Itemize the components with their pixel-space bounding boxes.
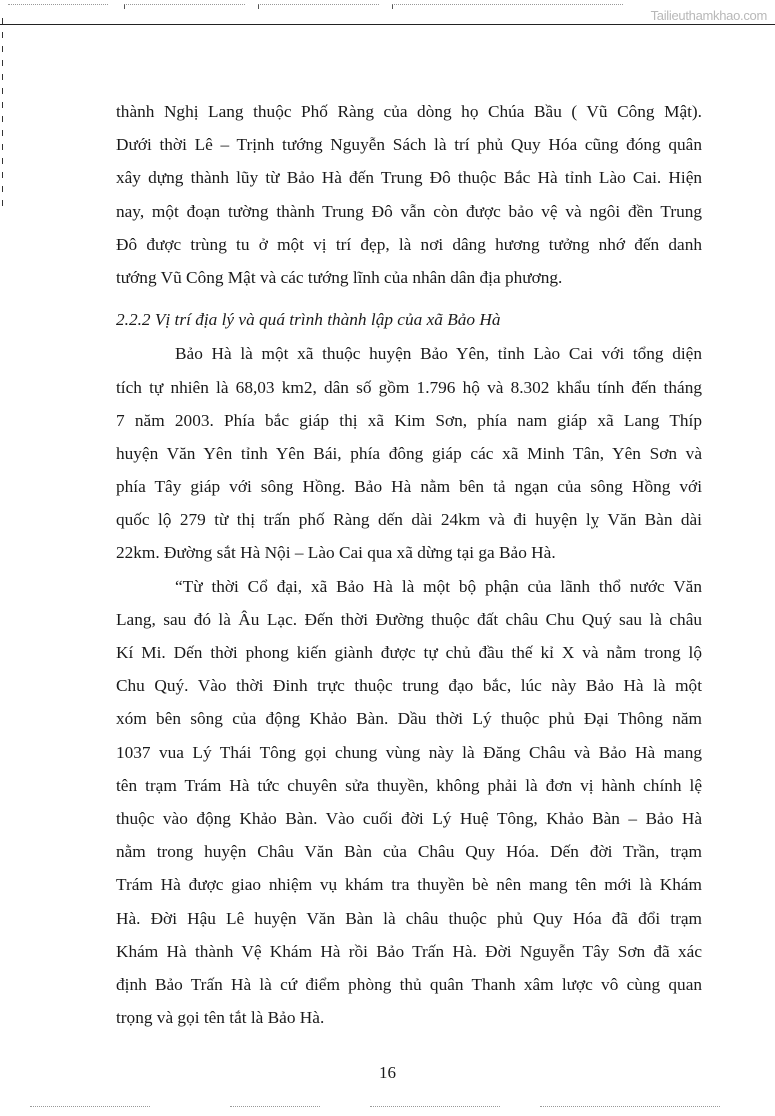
- text-line: tướng Vũ Công Mật và các tướng lĩnh của nhân dân địa phương.: [116, 267, 563, 287]
- text-line: “Từ thời Cổ đại, xã Bảo Hà là một bộ phận của lãnh thổ nước Văn: [175, 576, 702, 596]
- text-line: Lang, sau đó là Âu Lạc. Đến thời Đường thuộc đất châu Chu Quý sau là châu: [116, 609, 702, 629]
- text-line: 1037 vua Lý Thái Tông gọi chung vùng này là Đăng Châu và Bảo Hà mang: [116, 742, 702, 762]
- text-line: định Bảo Trấn Hà là cứ điểm phòng thủ quân Thanh xâm lược vô cùng quan: [116, 974, 702, 994]
- text-line: huyện Văn Yên tỉnh Yên Bái, phía đông giáp các xã Minh Tân, Yên Sơn và: [116, 443, 702, 463]
- watermark: Tailieuthamkhao.com: [650, 8, 767, 23]
- section-heading: 2.2.2 Vị trí địa lý và quá trình thành lập của xã Bảo Hà: [116, 310, 501, 330]
- text-line: Chu Quý. Vào thời Đinh trực thuộc trung đạo bắc, lúc này Bảo Hà là một: [116, 676, 702, 696]
- text-line: Khám Hà thành Vệ Khám Hà rồi Bảo Trấn Hà. Đời Nguyễn Tây Sơn đã xác: [116, 941, 702, 961]
- text-line: Kí Mi. Dến thời phong kiến giành được tự chủ đầu thế kỉ X và nằm trong lộ: [116, 643, 702, 662]
- text-line: tên trạm Trám Hà tức chuyên sửa thuyền, không phải là đơn vị hành chính lệ: [116, 775, 702, 795]
- text-line: nằm trong huyện Châu Văn Bàn của Châu Quy Hóa. Dến đời Trần, trạm: [116, 842, 702, 862]
- text-line: xây dựng thành lũy từ Bảo Hà đến Trung Đô thuộc Bắc Hà tỉnh Lào Cai. Hiện: [116, 168, 702, 188]
- document-body: [116, 95, 702, 1034]
- text-line: xóm bên sông của động Khảo Bàn. Dầu thời Lý thuộc phủ Đại Thông năm: [116, 709, 702, 729]
- text-line: tích tự nhiên là 68,03 km2, dân số gồm 1.796 hộ và 8.302 khẩu tính đến tháng: [116, 377, 702, 397]
- text-line: phía Tây giáp với sông Hồng. Bảo Hà nằm bên tả ngạn của sông Hồng với: [116, 477, 702, 497]
- left-margin-rule: [2, 18, 3, 208]
- text-line: quốc lộ 279 từ thị trấn phố Ràng dến dài 24km và đi huyện lỵ Văn Bàn dài: [116, 510, 702, 530]
- text-line: Đô được trùng tu ở một vị trí đẹp, là nơi dâng hương tưởng nhớ đến danh: [116, 234, 702, 254]
- text-line: thuộc vào động Khảo Bàn. Vào cuối đời Lý Huệ Tông, Khảo Bàn – Bảo Hà: [116, 808, 702, 828]
- text-line: Hà. Đời Hậu Lê huyện Văn Bàn là châu thuộc phủ Quy Hóa đã đổi trạm: [116, 908, 702, 928]
- text-line: nay, một đoạn tường thành Trung Đô vẫn còn được bảo vệ và ngôi đền Trung: [116, 201, 702, 221]
- text-line: Trám Hà được giao nhiệm vụ khám tra thuyền bè nên mang tên mới là Khám: [116, 875, 702, 895]
- text-line: 22km. Đường sắt Hà Nội – Lào Cai qua xã dừng tại ga Bảo Hà.: [116, 543, 556, 563]
- text-line: Bảo Hà là một xã thuộc huyện Bảo Yên, tỉnh Lào Cai với tổng diện: [175, 344, 702, 364]
- paragraph: [116, 570, 702, 1035]
- header-rule: [0, 24, 775, 25]
- text-line: Dưới thời Lê – Trịnh tướng Nguyễn Sách là trí phủ Quy Hóa cũng đóng quân: [116, 135, 702, 155]
- text-line: trọng và gọi tên tắt là Bảo Hà.: [116, 1008, 325, 1028]
- text-line: thành Nghị Lang thuộc Phố Ràng của dòng họ Chúa Bầu ( Vũ Công Mật).: [116, 102, 702, 121]
- paragraph: [116, 337, 702, 569]
- paragraph: [116, 95, 702, 294]
- text-line: 7 năm 2003. Phía bắc giáp thị xã Kim Sơn, phía nam giáp xã Lang Thíp: [116, 410, 702, 430]
- page-number: 16: [379, 1063, 396, 1082]
